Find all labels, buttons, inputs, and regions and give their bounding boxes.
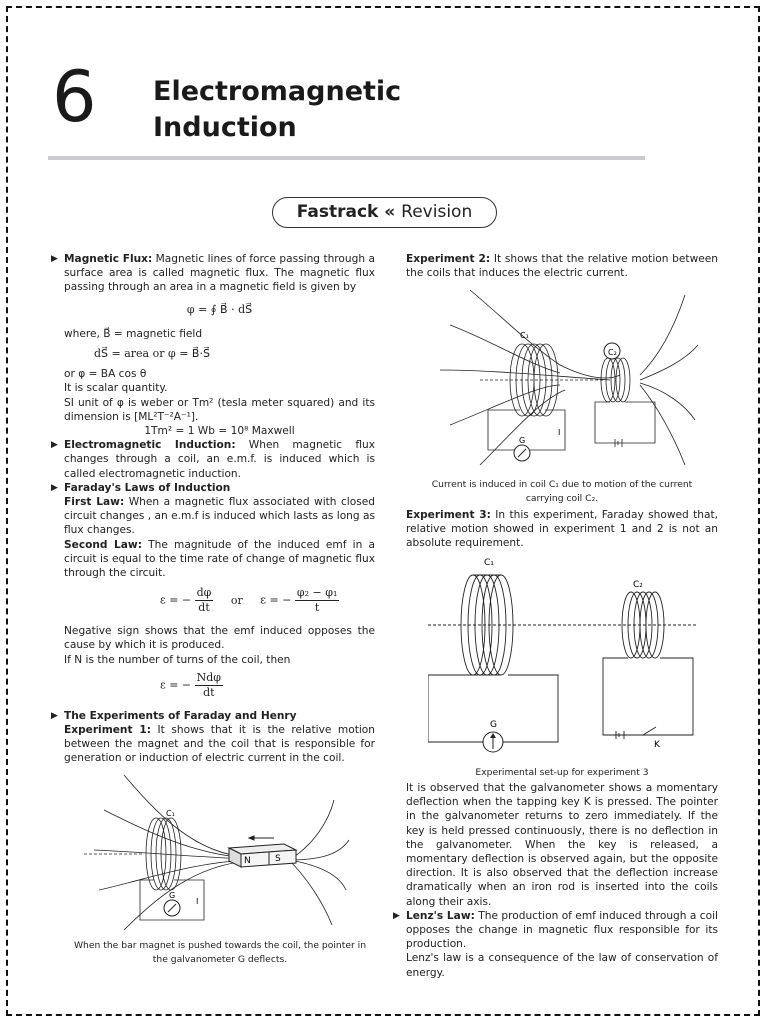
fig2-label-g: G	[519, 436, 526, 445]
chapter-title-line1: Electromagnetic	[153, 76, 402, 107]
eq-or: or	[230, 593, 243, 607]
second-law-heading: Second Law:	[64, 538, 142, 551]
eq1-fraction	[195, 586, 214, 615]
eq2-lhs: ε = −	[260, 593, 292, 607]
faraday-laws-heading	[51, 481, 375, 495]
fig2-caption	[406, 478, 718, 506]
first-law-heading: First Law:	[64, 496, 125, 509]
experiment2-heading: Experiment 2:	[406, 253, 491, 265]
fig1-label-s: S	[275, 854, 281, 864]
eq2-fraction	[295, 586, 339, 615]
title-divider	[48, 156, 645, 160]
fig1-label-c1: C₁	[166, 809, 175, 818]
fig2-caption-line2: carrying coil C₂.	[525, 493, 599, 504]
experiment1-para	[64, 723, 375, 766]
chapter-title-line2: Induction	[153, 112, 297, 143]
experiments-heading-text: The Experiments of Faraday and Henry	[64, 709, 297, 722]
magnetic-flux-para	[51, 252, 375, 295]
emi-heading: Electromagnetic Induction:	[64, 439, 236, 452]
experiment1-text: It shows that it is the relative motion between the magnet and the coil that is responsible for generation or induction of electric current in the coil.	[64, 724, 375, 765]
eq3-lhs: ε = −	[160, 678, 192, 692]
lenz-conservation-line: Lenz's law is a consequence of the law of conservation of energy.	[406, 952, 718, 979]
fig3-label-g: G	[490, 720, 497, 730]
lenz-text: The production of emf induced through a coil opposes the change in magnetic flux responsible for its production.	[406, 909, 718, 951]
n-turns-line: If N is the number of turns of the coil, then	[64, 653, 291, 666]
banner-brand: Fastrack	[296, 202, 379, 222]
bar-magnet-figure	[84, 770, 354, 935]
eq3-denominator: dt	[203, 686, 215, 700]
faraday-equations	[160, 586, 375, 620]
flux-text: Magnetic lines of force passing through a surface area is called magnetic flux. The magnetic flux passing through an area in a magnetic field is given by	[64, 253, 375, 294]
fig3-caption: Experimental set-up for experiment 3	[475, 767, 649, 778]
experiment2-text: It shows that the relative motion between the coils that induces the electric current.	[406, 253, 718, 280]
faraday-heading-text: Faraday's Laws of Induction	[64, 481, 231, 494]
fig2-label-i: I	[558, 428, 561, 437]
observed-para: It is observed that the galvanometer shows a momentary deflection when the tapping key K is pressed. The pointer in the galvanometer returns to zero immediately. If the key is held pressed continuously, there is no deflection in the galvanometer. When the key is released, a momentary deflection is observed again, but the opposite direction. It is also observed that the deflection increase dramatically when an iron rod is inserted into the coils along their axis.	[406, 782, 718, 908]
emi-text: When magnetic flux changes through a coil, an e.m.f. is induced which is called electromagnetic induction.	[64, 439, 376, 480]
lenz-para	[393, 909, 718, 952]
fig2-label-c2: C₂	[608, 348, 617, 357]
fig1-caption-line2: the galvanometer G deflects.	[152, 954, 288, 965]
right-lower-text	[393, 781, 718, 980]
where-line: where, B⃗ = magnetic field	[64, 327, 203, 340]
maxwell-line: 1Tm² = 1 Wb = 10⁸ Maxwell	[144, 425, 295, 438]
experiments-heading	[51, 709, 375, 723]
bullet-arrow-icon: ▶	[51, 440, 58, 451]
chapter-title	[153, 74, 401, 146]
lenz-heading: Lenz's Law:	[406, 909, 475, 922]
negative-sign-line: Negative sign shows that the emf induced opposes the cause by which it is produced.	[64, 625, 375, 652]
flux-heading: Magnetic Flux:	[64, 253, 153, 265]
second-law-text: The magnitude of the induced emf in a circuit is equal to the time rate of change of magnetic flux through the circuit.	[64, 538, 375, 580]
eq1-denominator: dt	[198, 601, 210, 615]
two-coils-figure	[440, 285, 700, 470]
fig1-caption-line1: When the bar magnet is pushed towards the coil, the pointer in	[73, 940, 367, 951]
fig1-label-g: G	[169, 891, 176, 900]
bullet-arrow-icon: ▶	[393, 910, 400, 921]
fig1-label-i: I	[196, 897, 199, 906]
scalar-line: It is scalar quantity.	[64, 382, 168, 395]
flux-equation: φ = ∮ B⃗ · dS⃗	[186, 302, 253, 316]
area-line: dS⃗ = area or φ = B⃗·S⃗	[94, 347, 210, 361]
left-column	[51, 252, 376, 766]
first-law-text: When a magnetic flux associated with closed circuit changes , an e.m.f is induced which lasts as long as flux changes.	[64, 496, 375, 537]
experiment3-figure	[428, 555, 708, 755]
experiment3-heading: Experiment 3:	[406, 509, 491, 521]
experiment3-text: In this experiment, Faraday showed that, relative motion showed in experiment 1 and 2 is not an absolute requirement.	[406, 509, 718, 550]
eq1-lhs: ε = −	[160, 593, 192, 607]
fig2-label-c1: C₁	[520, 331, 529, 340]
fig3-label-k: K	[654, 740, 660, 750]
n-turns-equation	[160, 671, 375, 705]
eq2-denominator: t	[314, 601, 320, 615]
eq3-fraction	[195, 671, 223, 700]
or-line: or φ = BA cos θ	[64, 368, 147, 381]
bullet-arrow-icon: ▶	[51, 710, 58, 721]
eq2-numerator: φ₂ − φ₁	[295, 586, 339, 601]
bullet-arrow-icon: ▶	[51, 254, 58, 264]
experiment1-heading: Experiment 1:	[64, 724, 151, 737]
experiment3-para	[406, 508, 718, 551]
fig3-label-c2: C₂	[633, 580, 643, 590]
bullet-arrow-icon: ▶	[51, 482, 58, 493]
eq1-numerator: dφ	[195, 586, 214, 601]
fig2-caption-line1: Current is induced in coil C₁ due to motion of the current	[431, 479, 693, 490]
experiment2-para	[406, 252, 718, 280]
banner-word: Revision	[401, 202, 473, 222]
fig1-caption	[60, 939, 380, 967]
eq3-numerator: Ndφ	[195, 671, 223, 686]
fig1-label-n: N	[244, 856, 251, 866]
chapter-number: 6	[52, 56, 97, 138]
emi-para	[51, 438, 376, 481]
second-law-para	[64, 538, 375, 581]
si-unit-line: SI unit of φ is weber or Tm² (tesla meter squared) and its dimension is [ML²T⁻²A⁻¹].	[64, 396, 375, 423]
fastrack-revision-banner: Fastrack « Revision	[272, 197, 497, 228]
first-law-para	[64, 495, 375, 538]
fig3-label-c1: C₁	[484, 558, 494, 568]
